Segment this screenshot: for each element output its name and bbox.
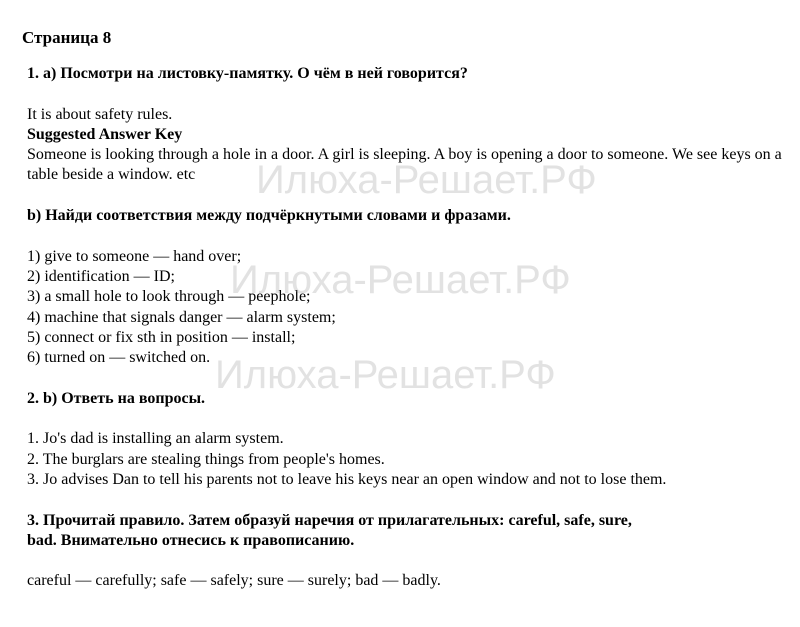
q1b-heading: b) Найди соответствия между подчёркнутыми словами и фразами. xyxy=(27,207,511,225)
q2b-heading: 2. b) Ответь на вопросы. xyxy=(27,389,206,407)
page-title: Страница 8 xyxy=(22,28,112,47)
q1a-heading: 1. a) Посмотри на листовку-памятку. О чём в ней говорится? xyxy=(27,65,468,82)
document-content xyxy=(27,64,787,592)
watermark: Илюха-Решает.РФ xyxy=(215,353,556,397)
q1b-item: 3) a small hole to look through — peephole; xyxy=(27,288,311,306)
q2b-answer: 2. The burglars are stealing things from people's homes. xyxy=(27,450,385,468)
q1a-answer: It is about safety rules. xyxy=(27,105,173,123)
watermark: Илюха-Решает.РФ xyxy=(256,158,597,202)
q1b-item: 5) connect or fix sth in position — install; xyxy=(27,328,296,346)
q1b-item: 1) give to someone — hand over; xyxy=(27,247,242,265)
answer-key-label: Suggested Answer Key xyxy=(27,125,183,143)
q2b-answer: 1. Jo's dad is installing an alarm system. xyxy=(27,430,284,448)
watermark: Илюха-Решает.РФ xyxy=(230,258,571,302)
q1b-item: 2) identification — ID; xyxy=(27,267,175,285)
q1b-item: 4) machine that signals danger — alarm system; xyxy=(27,308,336,326)
q3-heading-line1: 3. Прочитай правило. Затем образуй наречия от прилагательных: careful, safe, sure, xyxy=(27,511,632,529)
q2b-answer: 3. Jo advises Dan to tell his parents not to leave his keys near an open window and not to lose them. xyxy=(27,470,667,488)
q1b-item: 6) turned on — switched on. xyxy=(27,349,211,367)
q3-heading-line2: bad. Внимательно отнесись к правописанию. xyxy=(27,531,355,549)
q3-answer: careful — carefully; safe — safely; sure — surely; bad — badly. xyxy=(27,572,441,590)
answer-key-text: Someone is looking through a hole in a door. A girl is sleeping. A boy is opening a door to someone. We see keys on a table beside a window. etc xyxy=(27,146,782,184)
